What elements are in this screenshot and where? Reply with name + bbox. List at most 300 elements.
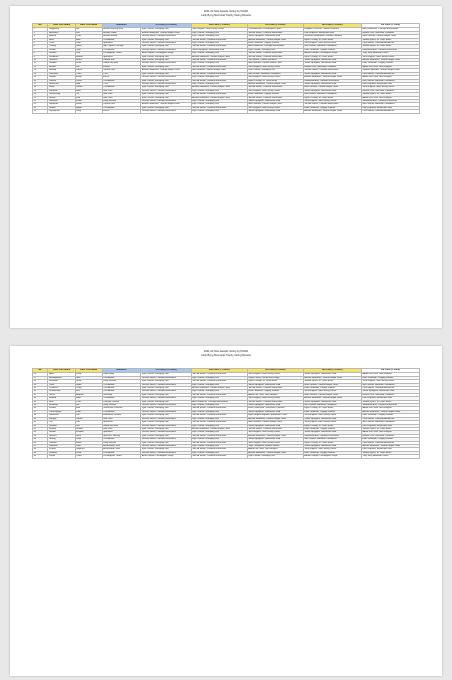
table-cell: Nick Suzuki, Montreal Canadiens (361, 383, 419, 386)
table-cell: USA Today (102, 373, 141, 376)
table-cell: 14 (33, 72, 48, 75)
table-cell: 10 (33, 59, 48, 62)
table-cell: 9 (33, 55, 48, 58)
table-cell: Jaccob Slavin, Carolina Hurricanes (191, 65, 247, 68)
table-cell: Mike (75, 89, 102, 92)
table-cell: The Athletic (102, 397, 141, 400)
table-cell: Ottawa Sun (102, 59, 141, 62)
table-cell: NBC Sports Chicago (102, 45, 141, 48)
table-cell: 36 (33, 407, 48, 410)
table-cell: 26 (33, 373, 48, 376)
table-cell: NHL.com (102, 96, 141, 99)
table-cell: Cale Makar, Colorado Avalanche (361, 441, 419, 444)
table-cell: Bryan (75, 106, 102, 109)
table-cell: Jonathan Huberdeau, Florida Panthers (303, 35, 361, 38)
table-cell: Jaccob Slavin, Carolina Hurricanes (141, 110, 191, 113)
table-cell: Kyle Connor, Winnipeg Jets (141, 93, 191, 96)
table-cell: Jaccob Slavin, Carolina Hurricanes (141, 42, 191, 45)
table-cell: Jaccob Slavin, Carolina Hurricanes (191, 373, 247, 376)
table-cell: Craig (75, 387, 102, 390)
table-cell: Cale Makar, Colorado Avalanche (361, 417, 419, 420)
table-cell: Kyle Connor, Winnipeg Jets (141, 380, 191, 383)
table-cell: Auston Matthews, Toronto Maple Leafs (191, 55, 247, 58)
table-cell: Shawn (75, 427, 102, 430)
table-cell: Boston Herald (102, 35, 141, 38)
table-cell: Kyle Connor, Winnipeg Jets (141, 373, 191, 376)
table-cell: Auston Matthews, Toronto Maple Leafs (303, 76, 361, 79)
table-cell: Ryan (75, 383, 102, 386)
table-cell: Jaccob Slavin, Carolina Hurricanes (191, 79, 247, 82)
table-cell: Luszczyszyn (48, 410, 75, 413)
table-cell: The Athletic (102, 106, 141, 109)
table-cell: Jordan Kyrou, St. Louis Blues (361, 400, 419, 403)
table-cell: Cale Makar, Colorado Avalanche (361, 110, 419, 113)
table-cell: Simmons (48, 103, 75, 106)
table-cell: Jared Spurgeon, Minnesota Wild (247, 35, 303, 38)
table-cell: Kyle Connor, Winnipeg Jets (191, 417, 247, 420)
table-cell: Chris (75, 35, 102, 38)
table-cell: Kyle Connor, Winnipeg Jets (191, 383, 247, 386)
table-cell: Jordan Kyrou, St. Louis Blues (361, 45, 419, 48)
table-cell: Elliott (75, 441, 102, 444)
table-cell: Kyle Connor, Winnipeg Jets (191, 76, 247, 79)
table-cell: Mitch Marner, Toronto Maple Leafs (191, 69, 247, 72)
table-cell: 44 (33, 434, 48, 437)
table-row (33, 455, 420, 458)
table-cell: Sebastian Aho, Carolina Hurricanes (361, 404, 419, 407)
table-cell: Custance (48, 387, 75, 390)
table-row (33, 110, 420, 113)
table-cell: Kyle Connor, Winnipeg Jets (141, 434, 191, 437)
table-cell: Auston Matthews, Toronto Maple Leafs (247, 38, 303, 41)
table-cell: Hine (48, 400, 75, 403)
table-cell: Jaccob Slavin, Carolina Hurricanes (141, 410, 191, 413)
page-header (10, 346, 442, 357)
column-header: 2nd Place (7 Points) (191, 369, 247, 373)
column-header: 2nd Place (7 Points) (191, 24, 247, 28)
table-cell: Kyle Connor, Winnipeg Jets (191, 89, 247, 92)
table-cell: Jack Hughes, New Jersey Devils (191, 28, 247, 31)
table-cell: Sebastian Aho, Carolina Hurricanes (361, 48, 419, 51)
table-cell: Seravalli (48, 99, 75, 102)
table-cell: 50 (33, 455, 48, 458)
table-cell: Kyle Connor, Winnipeg Jets (191, 390, 247, 393)
table-cell: Auston Matthews, Toronto Maple Leafs (141, 103, 191, 106)
table-cell: Mike (75, 397, 102, 400)
table-cell: 28 (33, 380, 48, 383)
table-cell: Jaccob Slavin, Carolina Hurricanes (191, 407, 247, 410)
table-cell: Jaccob Slavin, Carolina Hurricanes (191, 448, 247, 451)
table-cell: Sebastian Aho, Carolina Hurricanes (303, 79, 361, 82)
table-cell: Elias Lindholm, Calgary Flames (303, 410, 361, 413)
table-cell: Kyle Connor, Winnipeg Jets (141, 421, 191, 424)
table-cell: Kyle Connor, Winnipeg Jets (141, 55, 191, 58)
table-cell: Frank (75, 99, 102, 102)
table-cell: Pinchevsky (48, 93, 75, 96)
table-cell: Jordan Kyrou, St. Louis Blues (361, 427, 419, 430)
table-cell: Nick Suzuki, Montreal Canadiens (303, 404, 361, 407)
table-cell: Ryan O'Reilly, St. Louis Blues (303, 38, 361, 41)
table-cell: Gordon (48, 62, 75, 65)
table-cell: Jaccob Slavin, Carolina Hurricanes (191, 434, 247, 437)
table-cell: Brayden Tkachuk, Ottawa Senators (303, 28, 361, 31)
table-cell: Jaccob Slavin, Carolina Hurricanes (191, 38, 247, 41)
table-cell: Jaccob Slavin, Carolina Hurricanes (141, 444, 191, 447)
table-cell: 6 (33, 45, 48, 48)
voting-table (32, 368, 420, 459)
table-cell: Kirill Kaprizov, Minnesota Wild (361, 424, 419, 427)
table-cell: Jared Spurgeon, Minnesota Wild (303, 373, 361, 376)
table-cell: Elias Lindholm, Calgary Flames (303, 451, 361, 454)
table-cell: Jaccob Slavin, Carolina Hurricanes (191, 393, 247, 396)
column-header: Affiliation (102, 369, 141, 373)
table-cell: Roman Josi, Nashville Predators (361, 393, 419, 396)
table-cell: Jordan Kyrou, St. Louis Blues (361, 93, 419, 96)
table-cell: Jaccob Slavin, Carolina Hurricanes (247, 427, 303, 430)
table-cell: Mitch Marner, Toronto Maple Leafs (247, 62, 303, 65)
table-cell: Jack Hughes, New Jersey Devils (361, 86, 419, 89)
table-cell: Daily Faceoff (102, 99, 141, 102)
table-cell: Kyle Connor, Winnipeg Jets (191, 62, 247, 65)
table-cell: Auston Matthews, Toronto Maple Leafs (303, 397, 361, 400)
table-cell: Mitch Marner, Toronto Maple Leafs (361, 35, 419, 38)
table-cell: 25 (33, 110, 48, 113)
table-cell: Jaccob Slavin, Carolina Hurricanes (247, 86, 303, 89)
table-cell: Adam Fox, New York Rangers (361, 407, 419, 410)
table-cell: 17 (33, 82, 48, 85)
table-cell: Elias Lindholm, Calgary Flames (361, 376, 419, 379)
table-cell: Kyle Connor, Winnipeg Jets (191, 103, 247, 106)
table-cell: Stephen (75, 448, 102, 451)
table-cell: Brett (48, 38, 75, 41)
table-cell: 30 (33, 387, 48, 390)
table-cell: McKenzie (48, 82, 75, 85)
table-cell: Jaccob Slavin, Carolina Hurricanes (141, 99, 191, 102)
table-cell: Jaccob Slavin, Carolina Hurricanes (141, 424, 191, 427)
table-cell: Kirill Kaprizov, Minnesota Wild (361, 397, 419, 400)
table-cell: Daily Faceoff (102, 380, 141, 383)
table-cell: The Athletic (102, 86, 141, 89)
table-cell: 13 (33, 69, 48, 72)
table-cell: Andrew (75, 393, 102, 396)
table-cell: Kyle Connor, Winnipeg Jets (191, 376, 247, 379)
table-cell: Zupke (48, 455, 75, 458)
table-cell: 3 (33, 35, 48, 38)
table-cell: Roman Josi, Nashville Predators (361, 31, 419, 34)
table-cell: Adam Fox, New York Rangers (247, 393, 303, 396)
column-header: 3rd Place (5 Points) (247, 24, 303, 28)
table-cell: Kyle Connor, Winnipeg Jets (191, 35, 247, 38)
table-cell: Eric (75, 390, 102, 393)
voting-table (32, 23, 420, 114)
table-cell: Jaccob Slavin, Carolina Hurricanes (247, 52, 303, 55)
table-cell: Mitch Marner, Toronto Maple Leafs (303, 383, 361, 386)
table-cell: Nick Suzuki, Montreal Canadiens (303, 45, 361, 48)
table-cell: Jared Spurgeon, Minnesota Wild (303, 62, 361, 65)
table-cell: The Athletic (102, 38, 141, 41)
table-cell: Jared Spurgeon, Minnesota Wild (303, 89, 361, 92)
table-cell: Jordan Kyrou, St. Louis Blues (361, 38, 419, 41)
table-cell: Jaccob Slavin, Carolina Hurricanes (247, 400, 303, 403)
table-cell: Troy Terry, Anaheim Ducks (361, 455, 419, 458)
table-cell: Jaccob Slavin, Carolina Hurricanes (141, 404, 191, 407)
table-cell: Bernstein (48, 31, 75, 34)
table-cell: Roman Josi, Nashville Predators (361, 434, 419, 437)
column-header: Voter Last Name (48, 369, 75, 373)
table-cell: Ian (75, 28, 102, 31)
document-page-2 (10, 346, 442, 676)
table-cell: Kyle Connor, Winnipeg Jets (141, 59, 191, 62)
table-cell: Kyle Connor, Winnipeg Jets (141, 407, 191, 410)
table-cell: Morreale (48, 89, 75, 92)
table-cell: Kyle Connor, Winnipeg Jets (141, 96, 191, 99)
table-cell: Mitch Marner, Toronto Maple Leafs (247, 421, 303, 424)
table-cell: 29 (33, 383, 48, 386)
table-cell: 47 (33, 444, 48, 447)
table-cell: Stu (75, 65, 102, 68)
table-cell: Kyle Connor, Winnipeg Jets (141, 28, 191, 31)
table-cell: Jared Spurgeon, Minnesota Wild (303, 400, 361, 403)
table-cell: Gross (48, 393, 75, 396)
table-cell: Kaplan (48, 76, 75, 79)
table-cell: Auston Matthews, Toronto Maple Leafs (141, 31, 191, 34)
table-cell: Nick Suzuki, Montreal Canadiens (303, 93, 361, 96)
table-cell: Pierre (75, 79, 102, 82)
table-cell: Jared Spurgeon, Minnesota Wild (303, 59, 361, 62)
table-cell: 39 (33, 417, 48, 420)
table-cell: Mitch Marner, Toronto Maple Leafs (303, 86, 361, 89)
table-cell: Sebastian Aho, Carolina Hurricanes (303, 434, 361, 437)
table-cell: Dillman (48, 52, 75, 55)
table-cell: Edmonton Journal (102, 414, 141, 417)
table-cell: 42 (33, 427, 48, 430)
table-cell: 21 (33, 96, 48, 99)
table-cell: Globe and Mail (102, 424, 141, 427)
table-cell: The Athletic (102, 410, 141, 413)
table-cell: Auston Matthews, Toronto Maple Leafs (247, 82, 303, 85)
table-cell: 34 (33, 400, 48, 403)
column-header: No. (33, 24, 48, 28)
column-header: Affiliation (102, 24, 141, 28)
table-cell: Sportsnet (102, 42, 141, 45)
table-cell: Mitch Marner, Toronto Maple Leafs (303, 393, 361, 396)
table-cell: Lisa (75, 52, 102, 55)
table-cell: 12 (33, 65, 48, 68)
table-cell: 7 (33, 48, 48, 51)
table-cell: Jaccob Slavin, Carolina Hurricanes (191, 72, 247, 75)
table-cell: Nick Suzuki, Montreal Canadiens (303, 438, 361, 441)
table-cell: 43 (33, 431, 48, 434)
table-cell: Dom (75, 410, 102, 413)
table-cell: Jaccob Slavin, Carolina Hurricanes (141, 48, 191, 51)
table-cell: Wawrow (48, 444, 75, 447)
table-cell: 15 (33, 76, 48, 79)
table-cell: Jordan Kyrou, St. Louis Blues (303, 380, 361, 383)
table-cell: 8 (33, 52, 48, 55)
table-cell: Joe (75, 421, 102, 424)
table-cell: NHL.com (102, 89, 141, 92)
table-cell: James (75, 417, 102, 420)
table-cell: Auston Matthews, Toronto Maple Leafs (361, 444, 419, 447)
table-cell: NHL.com (102, 427, 141, 430)
table-cell: Kyle Connor, Winnipeg Jets (191, 397, 247, 400)
table-cell: Garrioch (48, 59, 75, 62)
table-cell: Scott (75, 451, 102, 454)
table-cell: Greg (75, 110, 102, 113)
table-cell: Anze Kopitar, Los Angeles Kings (141, 455, 191, 458)
table-cell: Kennedy (48, 404, 75, 407)
table-cell: 48 (33, 448, 48, 451)
table-cell: Sebastian Aho, Carolina Hurricanes (361, 99, 419, 102)
table-cell: Kyle Connor, Winnipeg Jets (247, 455, 303, 458)
table-cell: Sportsnet (102, 431, 141, 434)
table-cell: Jaccob Slavin, Carolina Hurricanes (141, 82, 191, 85)
table-cell: Jack Hughes, New Jersey Devils (247, 373, 303, 376)
table-cell: Tage Thompson, Buffalo Sabres (247, 444, 303, 447)
table-cell: Kyle Connor, Winnipeg Jets (141, 393, 191, 396)
table-cell: The Athletic (102, 376, 141, 379)
table-cell: Kyle Connor, Winnipeg Jets (141, 387, 191, 390)
column-header: Voter First Name (75, 24, 102, 28)
table-cell: Jack Hughes, New Jersey Devils (247, 441, 303, 444)
table-cell: Whyno (48, 448, 75, 451)
header-line-1: 2021-22 NHL Awards Voting by PHWA (203, 350, 249, 353)
table-cell: Auston Matthews, Toronto Maple Leafs (191, 96, 247, 99)
table-cell: 35 (33, 404, 48, 407)
table-cell: Alex DeBrincat, Chicago Blackhawks (247, 45, 303, 48)
table-cell: Jaccob Slavin, Carolina Hurricanes (141, 89, 191, 92)
table-cell: Auston Matthews, Toronto Maple Leafs (361, 59, 419, 62)
table-cell: Kyle Connor, Winnipeg Jets (141, 400, 191, 403)
table-cell: Kyle Connor, Winnipeg Jets (191, 110, 247, 113)
table-cell: Kyle Connor, Winnipeg Jets (141, 86, 191, 89)
table-cell: Kyle Connor, Winnipeg Jets (191, 99, 247, 102)
table-cell: Jack Hughes, New Jersey Devils (247, 106, 303, 109)
table-cell: Jaccob Slavin, Carolina Hurricanes (191, 421, 247, 424)
table-cell: Bob (75, 82, 102, 85)
table-cell: Bruce (75, 59, 102, 62)
table-cell: Baggerley (48, 28, 75, 31)
table-cell: Adam Fox, New York Rangers (361, 65, 419, 68)
table-cell: Ryan O'Reilly, St. Louis Blues (303, 441, 361, 444)
table-cell: Burnside (48, 380, 75, 383)
table-cell: Jack Hughes, New Jersey Devils (247, 65, 303, 68)
table-cell: Jared Spurgeon, Minnesota Wild (247, 383, 303, 386)
table-cell: 16 (33, 79, 48, 82)
table-cell: 11 (33, 62, 48, 65)
table-cell: Nick (75, 376, 102, 379)
table-cell: Ryan O'Reilly, St. Louis Blues (303, 96, 361, 99)
table-cell: Jared Spurgeon, Minnesota Wild (247, 410, 303, 413)
table-cell: Kirill Kaprizov, Minnesota Wild (303, 31, 361, 34)
table-cell: Strang (48, 438, 75, 441)
table-cell: Jared Spurgeon, Minnesota Wild (247, 404, 303, 407)
table-cell: Jack Hughes, New Jersey Devils (303, 421, 361, 424)
table-cell: Steve (75, 103, 102, 106)
table-cell: Mark (75, 434, 102, 437)
table-cell: Jack Hughes, New Jersey Devils (247, 89, 303, 92)
table-cell: 19 (33, 89, 48, 92)
table-cell: Kyle Connor, Winnipeg Jets (191, 444, 247, 447)
header-line-1: 2021-22 NHL Awards Voting by PHWA (203, 10, 249, 13)
table-cell: Kevin (75, 373, 102, 376)
table-cell: 24 (33, 106, 48, 109)
table-cell: Kyle Connor, Winnipeg Jets (141, 441, 191, 444)
table-cell: 33 (33, 397, 48, 400)
table-cell: Jack Hughes, New Jersey Devils (303, 99, 361, 102)
table-cell: Kirill Kaprizov, Minnesota Wild (361, 106, 419, 109)
table-cell: Jaccob Slavin, Carolina Hurricanes (191, 414, 247, 417)
table-cell: Sean (75, 62, 102, 65)
table-cell: 18 (33, 86, 48, 89)
table-cell: Jordan Kyrou, St. Louis Blues (361, 451, 419, 454)
table-cell: Elias Lindholm, Calgary Flames (303, 106, 361, 109)
table-cell: Jaccob Slavin, Carolina Hurricanes (141, 35, 191, 38)
table-cell: Kyle Connor, Winnipeg Jets (141, 65, 191, 68)
table-cell: Hackel (48, 65, 75, 68)
table-cell: Mirtle (48, 86, 75, 89)
table-cell: Jack Hughes, New Jersey Devils (303, 448, 361, 451)
table-cell: James (75, 86, 102, 89)
table-cell: The Athletic (102, 79, 141, 82)
table-cell: Auston Matthews, Toronto Maple Leafs (247, 434, 303, 437)
table-cell: Hornby (48, 69, 75, 72)
table-cell: Sportsnet (102, 55, 141, 58)
table-cell: Elias Lindholm, Calgary Flames (303, 48, 361, 51)
table-cell: Jaccob Slavin, Carolina Hurricanes (191, 380, 247, 383)
table-cell: Elias Pettersson, Vancouver Canucks (247, 407, 303, 410)
table-cell: Toronto Sun (102, 69, 141, 72)
table-cell: Kyle Connor, Winnipeg Jets (191, 438, 247, 441)
table-cell: Jaccob Slavin, Carolina Hurricanes (191, 455, 247, 458)
table-cell: Jaccob Slavin, Carolina Hurricanes (191, 106, 247, 109)
table-cell: Jaccob Slavin, Carolina Hurricanes (247, 55, 303, 58)
table-body (33, 28, 420, 113)
table-cell: Jared Spurgeon, Minnesota Wild (303, 82, 361, 85)
table-cell: Auston Matthews, Toronto Maple Leafs (141, 69, 191, 72)
table-cell: Jack Hughes, New Jersey Devils (247, 397, 303, 400)
table-cell: LeBrun (48, 79, 75, 82)
table-cell: 20 (33, 93, 48, 96)
table-cell: Kyle Connor, Winnipeg Jets (191, 410, 247, 413)
table-cell: Adam Fox, New York Rangers (247, 448, 303, 451)
table-cell: Tal (75, 93, 102, 96)
table-cell: Roarke (48, 427, 75, 430)
table-cell: Auston Matthews, Toronto Maple Leafs (191, 86, 247, 89)
table-cell: Duhatschek (48, 390, 75, 393)
table-cell: Johnston (48, 72, 75, 75)
table-cell: Jaccob Slavin, Carolina Hurricanes (141, 451, 191, 454)
table-cell: Matt (75, 38, 102, 41)
table-cell: Jack Hughes, New Jersey Devils (247, 76, 303, 79)
table-cell: Tyler (75, 48, 102, 51)
table-cell: Elias Lindholm, Calgary Flames (247, 42, 303, 45)
table-cell: Friedman (48, 55, 75, 58)
column-header: No. (33, 369, 48, 373)
table-cell: Auston Matthews, Toronto Maple Leafs (361, 410, 419, 413)
table-cell: Adam Fox, New York Rangers (361, 96, 419, 99)
table-cell: Kristina (75, 431, 102, 434)
table-cell: Los Angeles Times (102, 455, 141, 458)
table-cell: Cale Makar, Colorado Avalanche (361, 42, 419, 45)
table-cell: Troy Terry, Anaheim Ducks (361, 52, 419, 55)
table-cell: Jack Hughes, New Jersey Devils (361, 380, 419, 383)
table-cell: Jaccob Slavin, Carolina Hurricanes (303, 103, 361, 106)
table-cell: Kyle Connor, Winnipeg Jets (141, 106, 191, 109)
table-cell: Jaccob Slavin, Carolina Hurricanes (141, 431, 191, 434)
table-cell: Katie (75, 438, 102, 441)
table-cell: Halford (48, 397, 75, 400)
